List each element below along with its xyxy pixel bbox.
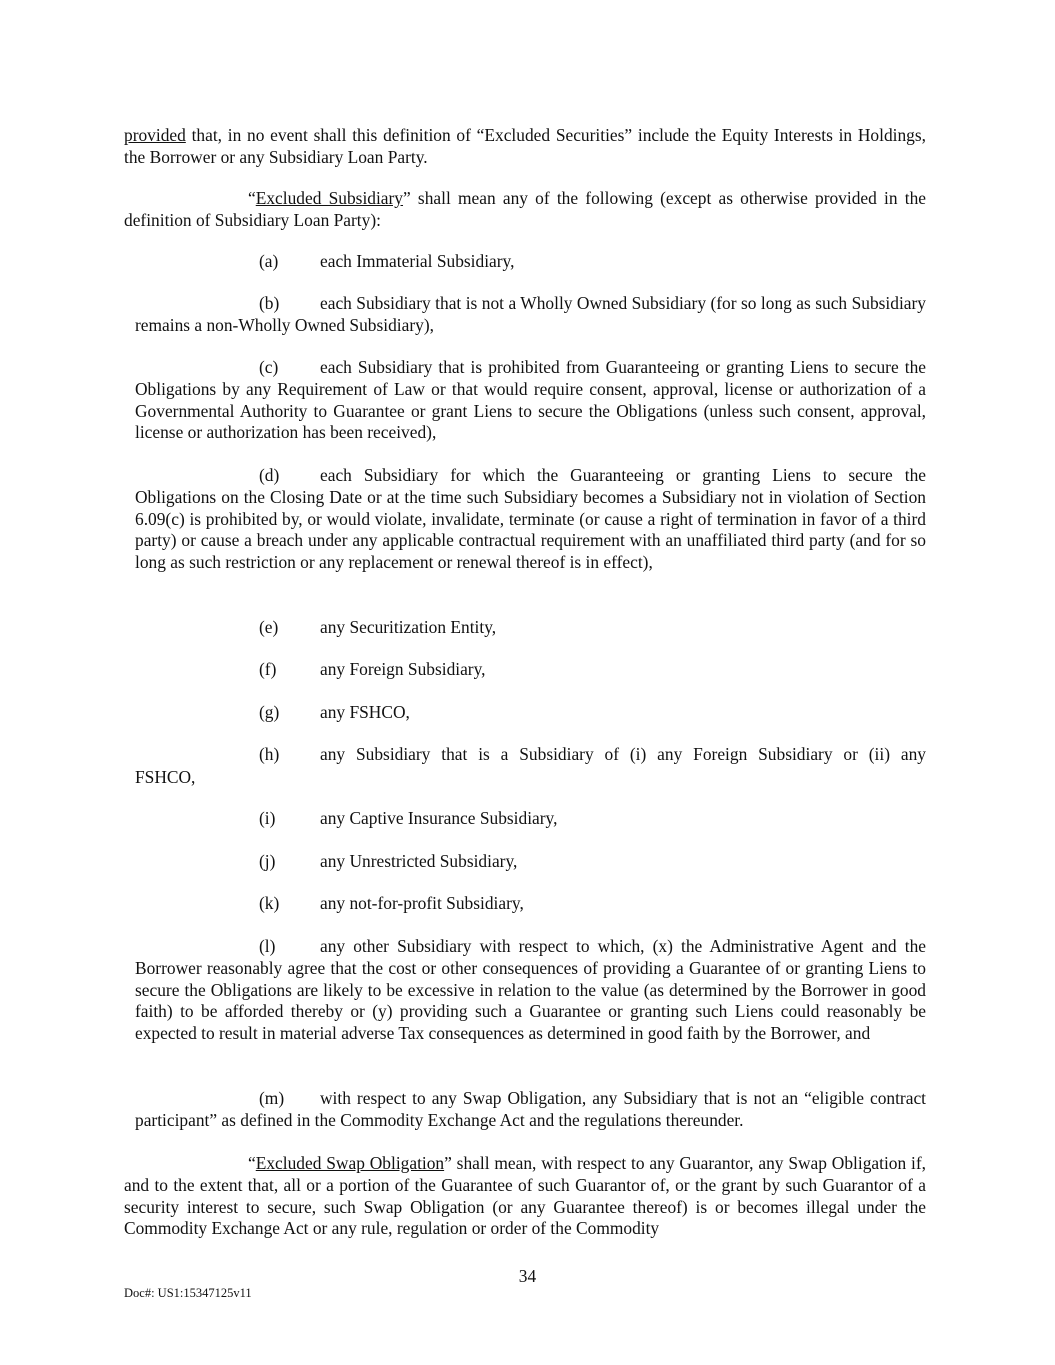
clause-label: (g) — [259, 702, 280, 722]
clause-label: (j) — [259, 851, 276, 871]
clause-label: (b) — [259, 293, 280, 313]
clause-text: with respect to any Swap Obligation, any Subsidiary that is not an “eligible contract participant” as defined in the Commodity Exchange Act and the regulations thereunder. — [135, 1088, 926, 1130]
page-number: 34 — [518, 1266, 537, 1286]
clause-l — [135, 936, 926, 1045]
excluded-swap-obligation-text: ” shall mean, with respect to any Guarantor, any Swap Obligation if, and to the extent that, all or a portion of the Guarantee of such Guarantor of, or the grant by such Guarantor of a security interest to secure, such Swap Obligation (or any Guarantee thereof) is or becomes illegal under the Commodity Exchange Act or any rule, regulation or order of the Commodity — [124, 1153, 926, 1239]
excluded-subsidiary-intro: ” shall mean any of the following (except as otherwise provided in the definition of Subsidiary Loan Party): — [124, 188, 926, 230]
open-quote: “ — [248, 1153, 256, 1173]
clause-i — [259, 808, 557, 830]
clause-text: each Subsidiary that is prohibited from Guaranteeing or granting Liens to secure the Obligations by any Requirement of Law or that would require consent, approval, license or authorization of a Governmental Authority to Guarantee or grant Liens to secure the Obligations (unless such consent, approval, license or authorization has been received), — [135, 357, 926, 443]
clause-g — [259, 702, 410, 724]
clause-a — [259, 251, 514, 273]
clause-text: any Captive Insurance Subsidiary, — [320, 808, 558, 828]
clause-label: (f) — [259, 659, 277, 679]
clause-label: (c) — [259, 357, 279, 377]
clause-label: (h) — [259, 744, 280, 764]
clause-text: any Unrestricted Subsidiary, — [320, 851, 518, 871]
intro-text: that, in no event shall this definition of “Excluded Securities” include the Equity Interests in Holdings, the Borrower or any Subsidiary Loan Party. — [124, 125, 926, 167]
clause-h — [135, 744, 926, 766]
clause-label: (k) — [259, 893, 280, 913]
clause-text: each Subsidiary that is not a Wholly Owned Subsidiary (for so long as such Subsidiary remains a non-Wholly Owned Subsidiary), — [135, 293, 926, 335]
clause-text: each Immaterial Subsidiary, — [320, 251, 515, 271]
clause-text: any other Subsidiary with respect to which, (x) the Administrative Agent and the Borrower reasonably agree that the cost or other consequences of providing a Guarantee of or granting Liens to secure the Obligations are likely to be excessive in relation to the value (as determined by the Borrower in good faith) to be afforded thereby or (y) providing such a Guarantee or granting such Liens could reasonably be expected to result in material adverse Tax consequences as determined in good faith by the Borrower, and — [135, 936, 926, 1044]
clause-label: (e) — [259, 617, 279, 637]
excluded-subsidiary-definition — [124, 188, 926, 232]
clause-e — [259, 617, 496, 639]
clause-text: any Foreign Subsidiary, — [320, 659, 486, 679]
document-id: Doc#: US1:15347125v11 — [124, 1286, 252, 1300]
provided-term: provided — [124, 125, 186, 145]
clause-h-continuation: FSHCO, — [135, 767, 196, 787]
clause-text: any Securitization Entity, — [320, 617, 497, 637]
clause-label: (a) — [259, 251, 279, 271]
clause-j — [259, 851, 517, 873]
excluded-subsidiary-term: Excluded Subsidiary — [255, 188, 404, 208]
open-quote: “ — [248, 188, 256, 208]
clause-label: (i) — [259, 808, 276, 828]
clause-text: any not-for-profit Subsidiary, — [320, 893, 524, 913]
excluded-swap-obligation-term: Excluded Swap Obligation — [255, 1153, 445, 1173]
clause-d — [135, 465, 926, 574]
clause-k — [259, 893, 524, 915]
clause-b — [135, 293, 926, 337]
intro-paragraph — [124, 125, 926, 169]
clause-text: any Subsidiary that is a Subsidiary of (i) any Foreign Subsidiary or (ii) any — [320, 744, 926, 764]
clause-label: (m) — [259, 1088, 285, 1108]
clause-text: each Subsidiary for which the Guaranteeing or granting Liens to secure the Obligations on the Closing Date or at the time such Subsidiary becomes a Subsidiary not in violation of Section 6.09(c) is prohibited by, or would violate, invalidate, terminate (or cause a right of termination in favor of a third party) or cause a breach under any applicable contractual requirement with an unaffiliated third party (and for so long as such restriction or any replacement or renewal thereof is in effect), — [135, 465, 926, 573]
clause-text: any FSHCO, — [320, 702, 410, 722]
excluded-swap-obligation-definition — [124, 1153, 926, 1240]
clause-c — [135, 357, 926, 444]
clause-f — [259, 659, 486, 681]
clause-label: (l) — [259, 936, 276, 956]
clause-m — [135, 1088, 926, 1132]
clause-label: (d) — [259, 465, 280, 485]
